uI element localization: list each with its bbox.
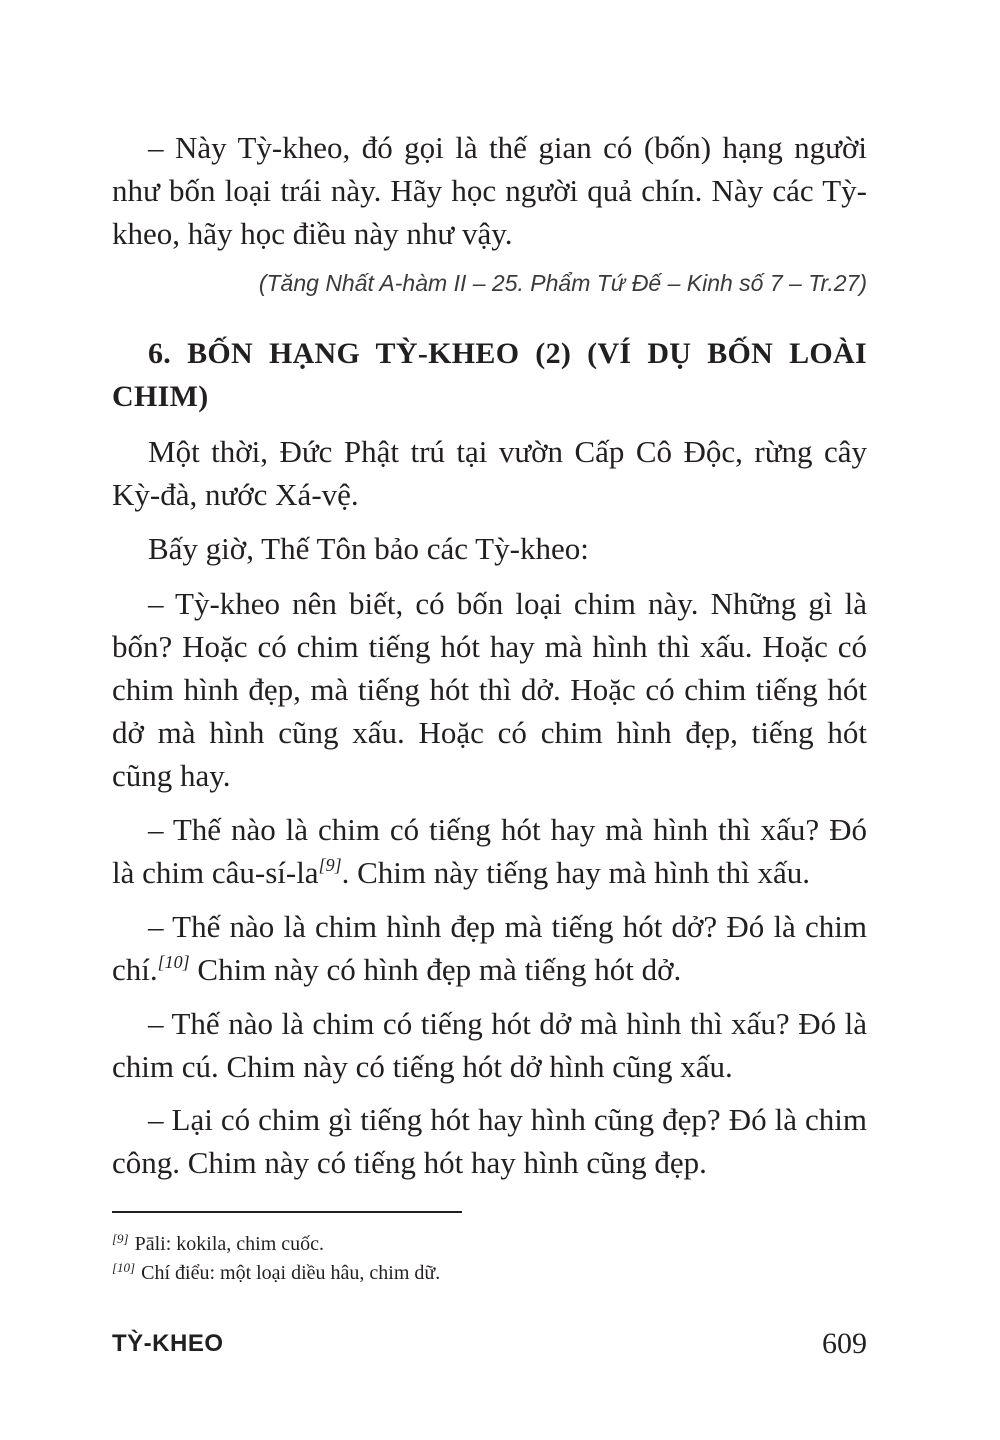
- footnote-marker: [10]: [112, 1260, 136, 1275]
- bird1-text-before: – Thế nào là chim có tiếng hót hay mà hình thì xấu? Đó là chim câu-sí-la: [112, 812, 867, 890]
- address-paragraph: Bấy giờ, Thế Tôn bảo các Tỳ-kheo:: [148, 531, 589, 566]
- bird1-paragraph: [112, 808, 867, 894]
- intro-paragraph: Một thời, Đức Phật trú tại vườn Cấp Cô Độc, rừng cây Kỳ-đà, nước Xá-vệ.: [112, 434, 867, 512]
- footnote-text: Pāli: kokila, chim cuốc.: [134, 1233, 325, 1255]
- footnote-ref-10[interactable]: [10]: [157, 952, 190, 972]
- footnote-10: [112, 1260, 867, 1286]
- bird2-paragraph: [112, 905, 867, 991]
- four-birds-paragraph: – Tỳ-kheo nên biết, có bốn loại chim này. Những gì là bốn? Hoặc có chim tiếng hót hay mà hình thì xấu. Hoặc có chim hình đẹp, mà tiếng hót thì dở. Hoặc có chim tiếng hót dở mà hình cũng xấu. Hoặc có chim hình đẹp, tiếng hót cũng hay.: [112, 586, 867, 793]
- bird2-text-before: – Thế nào là chim hình đẹp mà tiếng hót dở? Đó là chim chí.: [112, 909, 867, 987]
- footnote-9: [112, 1231, 867, 1257]
- bird4-paragraph: – Lại có chim gì tiếng hót hay hình cũng đẹp? Đó là chim công. Chim này có tiếng hót hay hình cũng đẹp.: [112, 1102, 867, 1180]
- page-number: 609: [822, 1327, 867, 1360]
- footnote-marker: [9]: [112, 1231, 129, 1246]
- bird1-text-after: . Chim này tiếng hay mà hình thì xấu.: [341, 855, 810, 890]
- bird2-text-after: Chim này có hình đẹp mà tiếng hót dở.: [189, 952, 682, 987]
- footnote-ref-9[interactable]: [9]: [318, 855, 342, 875]
- running-footer-title: TỲ-KHEO: [112, 1330, 224, 1357]
- footnote-text: Chí điểu: một loại diều hâu, chim dữ.: [141, 1262, 441, 1284]
- bird3-paragraph: – Thế nào là chim có tiếng hót dở mà hình thì xấu? Đó là chim cú. Chim này có tiếng hót dở hình cũng xấu.: [112, 1006, 867, 1084]
- footnote-divider: [112, 1211, 462, 1213]
- closing-paragraph: – Này Tỳ-kheo, đó gọi là thế gian có (bốn) hạng người như bốn loại trái này. Hãy học người quả chín. Này các Tỳ-kheo, hãy học điều này như vậy.: [112, 130, 867, 251]
- citation: (Tăng Nhất A-hàm II – 25. Phẩm Tứ Đế – Kinh số 7 – Tr.27): [258, 270, 867, 296]
- section-heading: 6. BỐN HẠNG TỲ-KHEO (2) (VÍ DỤ BỐN LOÀI CHIM): [112, 337, 867, 413]
